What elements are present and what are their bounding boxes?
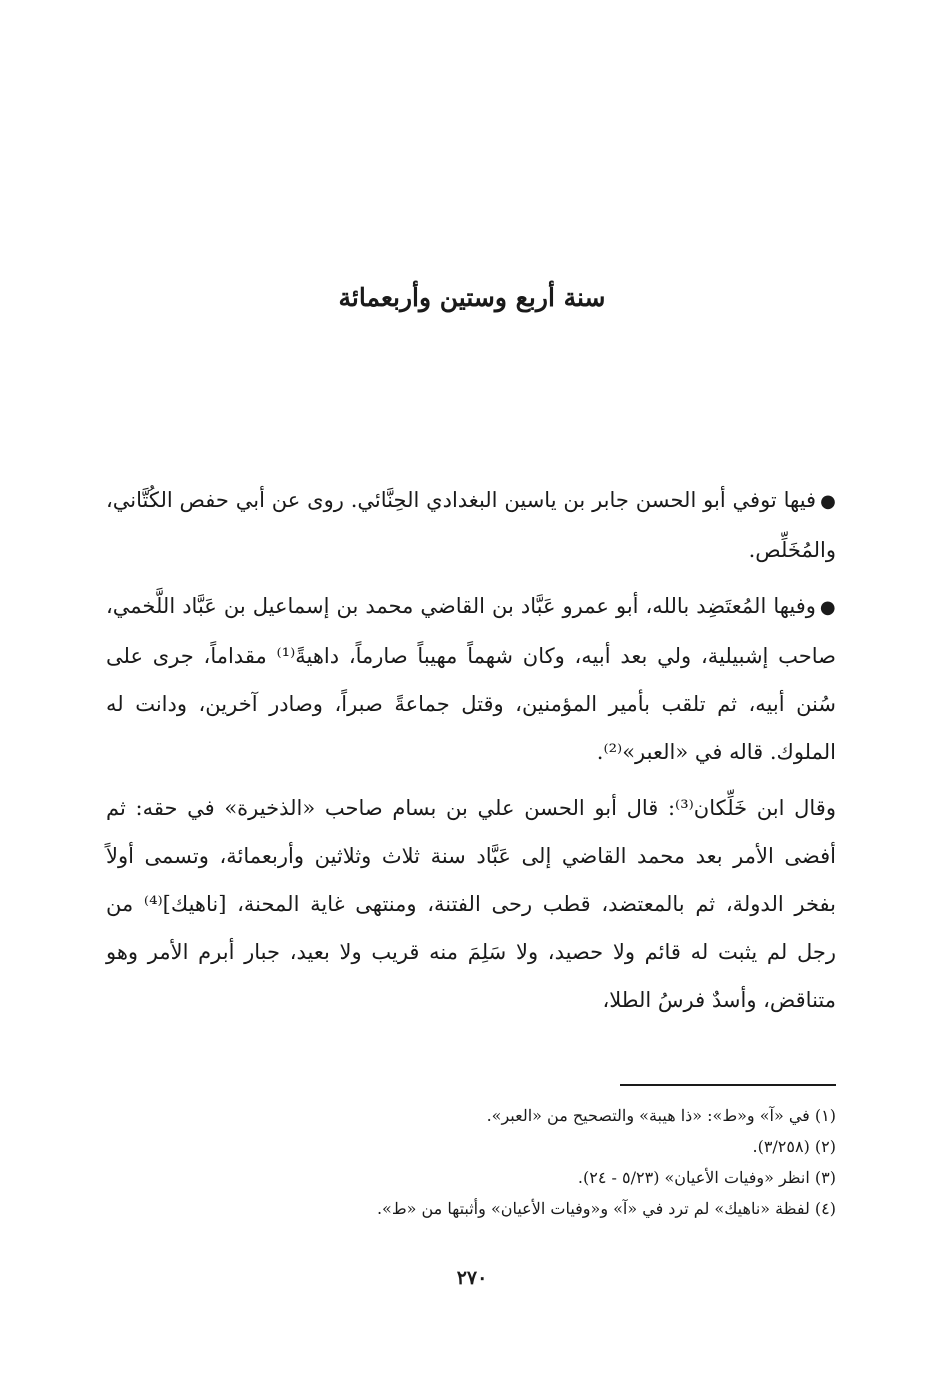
- bullet-icon: ●: [820, 491, 836, 512]
- paragraph-3: [106, 784, 836, 1024]
- paragraph-text: وفيها المُعتَضِد بالله، أبو عمرو عَبَّاد بن القاضي محمد بن إسماعيل بن عَبَّاد اللَّخمي، صاحب إشبيلية، ولي بعد أبيه، وكان شهماً مهيباً صارماً، داهيةً⁽¹⁾ مقداماً، جرى على سُنن أبيه، ثم تلقب بأمير المؤمنين، وقتل جماعةً صبراً، وصادر آخرين، ودانت له الملوك. قاله في «العبر»⁽²⁾.: [106, 594, 836, 764]
- bullet-icon: ●: [819, 597, 836, 618]
- paragraph-2: [106, 582, 836, 776]
- chapter-title: سنة أربع وستين وأربعمائة: [338, 283, 606, 312]
- footnote-separator: [620, 1084, 836, 1086]
- paragraph-1: [106, 476, 836, 574]
- paragraph-text: وقال ابن خَلِّكان⁽³⁾: قال أبو الحسن علي بن بسام صاحب «الذخيرة» في حقه: ثم أفضى الأمر بعد محمد القاضي إلى عَبَّاد سنة ثلاث وثلاثين وأربعمائة، وتسمى أولاً بفخر الدولة، ثم بالمعتضد، قطب رحى الفتنة، ومنتهى غاية المحنة، [ناهيك]⁽⁴⁾ من رجل لم يثبت له قائم ولا حصيد، ولا سَلِمَ منه قريب ولا بعيد، جبار أبرم الأمر وهو متناقض، وأسدٌ فرسُ الطلا،: [106, 796, 836, 1012]
- main-text: [106, 476, 836, 1024]
- footnote-1: (١) في «آ» و«ط»: «ذا هيبة» والتصحيح من «العبر».: [486, 1106, 836, 1125]
- paragraph-text: فيها توفي أبو الحسن جابر بن ياسين البغدادي الحِنَّائي. روى عن أبي حفص الكُتَّاني، والمُخَلِّص.: [106, 488, 836, 562]
- footnotes: [106, 1100, 836, 1224]
- footnote-2: (٢) (٣/٢٥٨).: [752, 1137, 836, 1156]
- page-number: ٢٧٠: [456, 1267, 488, 1289]
- footnote-4: (٤) لفظة «ناهيك» لم ترد في «آ» و«وفيات الأعيان» وأثبتها من «ط».: [376, 1199, 836, 1218]
- footnote-3: (٣) انظر «وفيات الأعيان» (٥/٢٣ - ٢٤).: [577, 1168, 836, 1187]
